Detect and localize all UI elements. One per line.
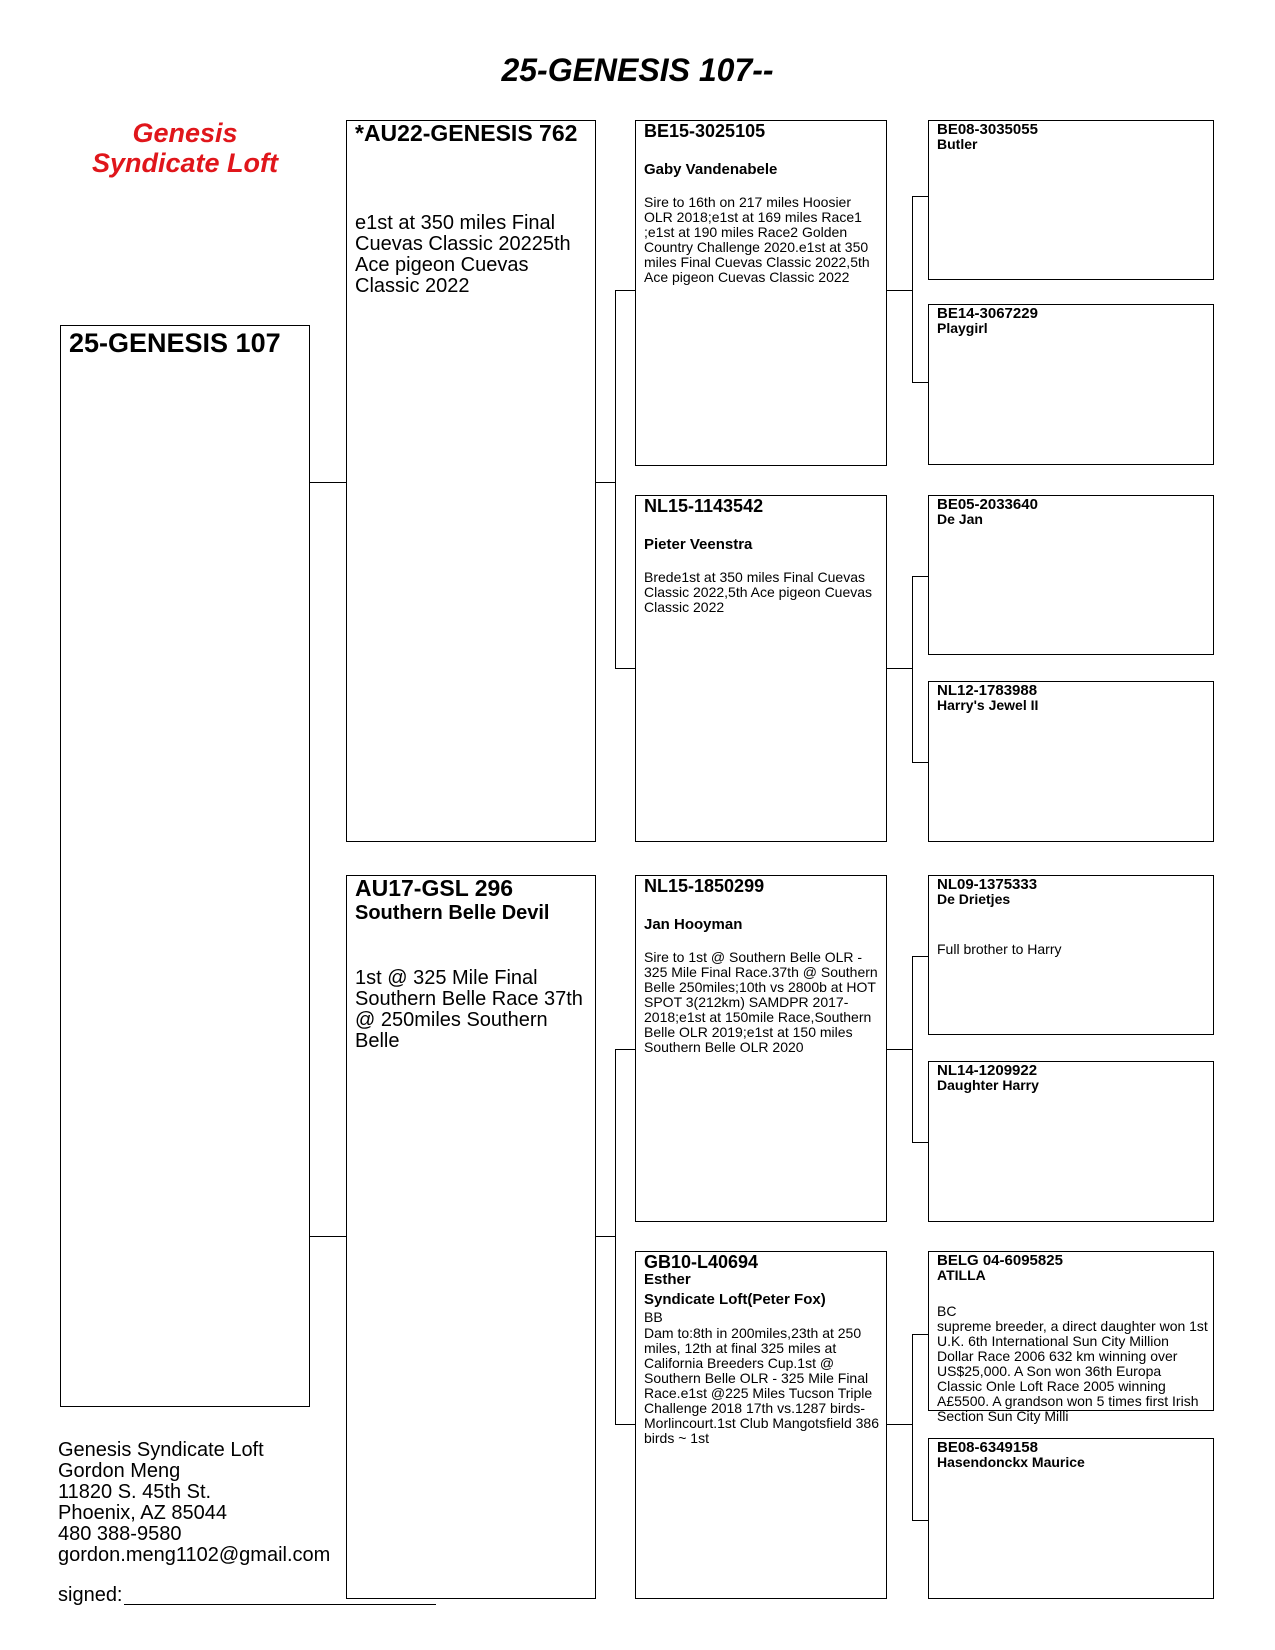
ggp-box-1 (928, 120, 1214, 280)
ggp-box-6 (928, 1061, 1214, 1222)
sire-sire-notes: Sire to 16th on 217 miles Hoosier OLR 2018;e1st at 169 miles Race1 ;e1st at 190 miles Race2 Golden Country Challenge 2020.e1st at 350 miles Final Cuevas Classic 2022,5th Ace pigeon Cuevas Classic 2022 (644, 194, 870, 285)
connector-gp1-bottom (912, 382, 928, 383)
sire-id: *AU22-GENESIS 762 (355, 120, 578, 146)
sire-sire-box (635, 120, 887, 466)
loft-name-line1: Genesis (132, 118, 238, 148)
contact-loft: Genesis Syndicate Loft (58, 1439, 264, 1461)
ggp-8-id: BE08-6349158 (937, 1439, 1038, 1456)
dam-notes: 1st @ 325 Mile Final Southern Belle Race 37th @ 250miles Southern Belle (355, 967, 583, 1052)
ggp-1-id: BE08-3035055 (937, 121, 1038, 138)
ggp-box-7 (928, 1251, 1214, 1424)
ggp-6-id: NL14-1209922 (937, 1062, 1038, 1079)
dam-sire-box (635, 875, 887, 1222)
connector-gp2-bottom (912, 762, 928, 763)
contact-phone: 480 388-9580 (58, 1523, 182, 1545)
connector-sire-bottom (615, 668, 635, 669)
dam-dam-box (635, 1251, 887, 1599)
loft-name (60, 118, 310, 178)
contact-block (58, 1440, 330, 1566)
sire-dam-notes: Brede1st at 350 miles Final Cuevas Classic 2022,5th Ace pigeon Cuevas Classic 2022 (644, 569, 873, 615)
connector-gp2-vertical (912, 576, 913, 762)
sire-box (346, 120, 596, 842)
ggp-2-id: BE14-3067229 (937, 305, 1038, 322)
loft-name-line2: Syndicate Loft (91, 148, 279, 178)
connector-dam (595, 1236, 615, 1237)
connector-gp3 (886, 1049, 912, 1050)
ggp-box-5 (928, 875, 1214, 1035)
ggp-7-notes: supreme breeder, a direct daughter won 1st U.K. 6th International Sun City Million Dollar Race 2006 632 km winning over US$25,000. A Son won 36th Europa Classic Onle Loft Race 2005 winning A£5500. A grandson won 5 times first Irish Section Sun City Milli (937, 1318, 1208, 1424)
connector-gp4-vertical (912, 1334, 913, 1520)
connector-dam-top (615, 1049, 635, 1050)
signature-line (124, 1604, 436, 1605)
ggp-3-id: BE05-2033640 (937, 496, 1038, 513)
connector-gp4-bottom (912, 1520, 928, 1521)
connector-subject (309, 482, 346, 483)
ggp-6-name: Daughter Harry (937, 1077, 1039, 1093)
connector-gp3-bottom (912, 1142, 928, 1143)
dam-name: Southern Belle Devil (355, 902, 550, 924)
ggp-box-8 (928, 1438, 1214, 1599)
ggp-box-2 (928, 304, 1214, 465)
ggp-7-color: BC (937, 1303, 957, 1319)
connector-gp2 (886, 668, 912, 669)
sire-dam-id: NL15-1143542 (644, 496, 764, 516)
dam-dam-notes: Dam to:8th in 200miles,23th at 250 miles, 12th at final 325 miles at California Breeders Cup.1st @ Southern Belle OLR - 325 Mile Final Race.e1st @225 Miles Tucson Triple Challenge 2018 17th vs.1287 birds- Morlincourt.1st Club Mangotsfield 386 birds ~ 1st (644, 1325, 880, 1446)
connector-sire-vertical (615, 290, 616, 668)
ggp-7-name: ATILLA (937, 1267, 986, 1283)
page-title: 25-GENESIS 107-- (501, 52, 774, 88)
dam-sire-notes: Sire to 1st @ Southern Belle OLR - 325 Mile Final Race.37th @ Southern Belle 250miles;10th vs 2800b at HOT SPOT 3(212km) SAMDPR 2017-2018;e1st at 150mile Race,Southern Belle OLR 2019;e1st at 150 miles Southern Belle OLR 2020 (644, 949, 878, 1055)
connector-gp3-vertical (912, 956, 913, 1142)
connector-gp3-top (912, 956, 928, 957)
sire-notes: e1st at 350 miles Final Cuevas Classic 20225th Ace pigeon Cuevas Classic 2022 (355, 212, 571, 297)
dam-dam-id: GB10-L40694 (644, 1252, 759, 1272)
ggp-2-name: Playgirl (937, 320, 988, 336)
sire-sire-name: Gaby Vandenabele (644, 161, 778, 178)
connector-gp4-top (912, 1334, 928, 1335)
subject-id: 25-GENESIS 107 (69, 328, 281, 358)
contact-owner: Gordon Meng (58, 1460, 181, 1482)
ggp-4-name: Harry's Jewel II (937, 697, 1039, 713)
dam-sire-name: Jan Hooyman (644, 916, 743, 933)
sire-dam-box (635, 495, 887, 842)
sire-dam-name: Pieter Veenstra (644, 536, 753, 553)
ggp-5-notes: Full brother to Harry (937, 941, 1062, 957)
contact-email: gordon.meng1102@gmail.com (58, 1544, 331, 1566)
contact-city: Phoenix, AZ 85044 (58, 1502, 228, 1524)
dam-dam-name: Esther (644, 1271, 691, 1288)
ggp-5-name: De Drietjes (937, 891, 1011, 907)
sire-sire-id: BE15-3025105 (644, 121, 766, 141)
connector-sire (595, 482, 615, 483)
connector-gp1-vertical (912, 196, 913, 382)
connector-subject-dam (309, 1236, 346, 1237)
connector-gp2-top (912, 576, 928, 577)
ggp-1-name: Butler (937, 136, 978, 152)
ggp-4-id: NL12-1783988 (937, 682, 1038, 699)
dam-box (346, 875, 596, 1599)
contact-street: 11820 S. 45th St. (58, 1481, 212, 1503)
ggp-7-id: BELG 04-6095825 (937, 1252, 1063, 1269)
connector-gp4 (886, 1424, 912, 1425)
dam-dam-breeder: Syndicate Loft(Peter Fox) (644, 1291, 826, 1308)
connector-gp1 (886, 290, 912, 291)
ggp-8-name: Hasendonckx Maurice (937, 1454, 1085, 1470)
signed-label: signed: (58, 1584, 123, 1606)
ggp-5-id: NL09-1375333 (937, 876, 1038, 893)
ggp-box-4 (928, 681, 1214, 842)
ggp-3-name: De Jan (937, 511, 983, 527)
connector-dam-bottom (615, 1424, 635, 1425)
connector-sire-top (615, 290, 635, 291)
subject-box (60, 325, 310, 1407)
dam-dam-color: BB (644, 1309, 663, 1325)
dam-id: AU17-GSL 296 (355, 875, 514, 901)
connector-dam-vertical (615, 1049, 616, 1424)
connector-gp1-top (912, 196, 928, 197)
dam-sire-id: NL15-1850299 (644, 876, 765, 896)
ggp-box-3 (928, 495, 1214, 655)
